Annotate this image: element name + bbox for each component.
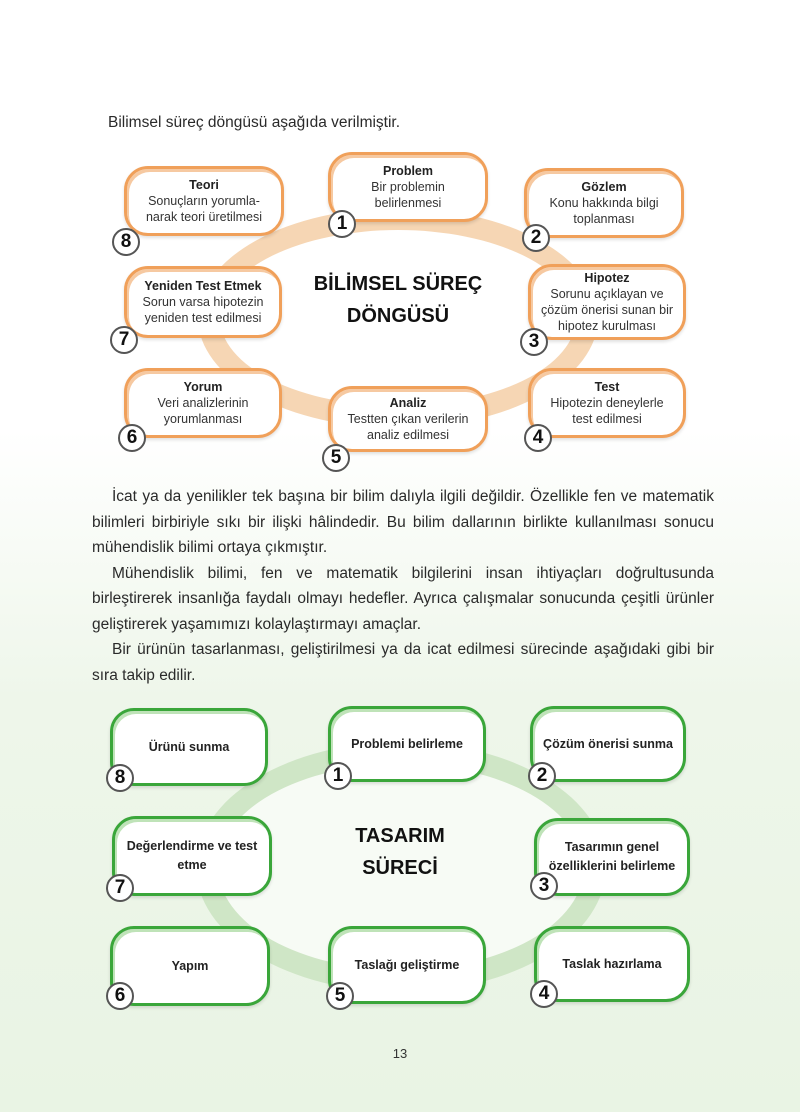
step-title: Taslak hazırlama	[562, 956, 662, 971]
cycle-title	[300, 820, 500, 884]
step-number: 1	[328, 210, 356, 238]
step-title: Hipotez	[584, 271, 630, 285]
step-title: Test	[594, 380, 620, 394]
step-title: Tasarımın genel özelliklerini belirleme	[548, 840, 676, 873]
step-desc: Sorun varsa hipotezin yeniden test edilmesi	[142, 295, 264, 325]
step-number: 5	[326, 982, 354, 1010]
step-title: Ürünü sunma	[148, 739, 230, 754]
step-title: Yeniden Test Etmek	[144, 279, 262, 293]
step-number: 7	[106, 874, 134, 902]
step-number: 6	[118, 424, 146, 452]
step-number: 1	[324, 762, 352, 790]
step-desc: Veri analizlerinin yorumlanması	[157, 396, 249, 426]
step-title: Problem	[382, 164, 433, 178]
step-title: Çözüm önerisi sunma	[543, 736, 673, 751]
step-desc: Sorunu açıklayan ve çözüm önerisi sunan bir hipotez kurulması	[541, 287, 674, 333]
step-title: Taslağı geliştirme	[354, 957, 460, 972]
step-title: Değerlendirme ve test etme	[126, 839, 258, 872]
step-number: 4	[524, 424, 552, 452]
paragraph: Bir ürünün tasarlanması, geliştirilmesi ya da icat edilmesi sürecinde aşağıdaki gibi bir sıra takip edilir.	[92, 641, 714, 684]
design-step-box	[112, 816, 272, 896]
step-desc: Konu hakkında bilgi toplanması	[549, 196, 659, 226]
step-desc: Hipotezin deneylerle test edilmesi	[550, 396, 664, 426]
step-number: 2	[528, 762, 556, 790]
step-desc: Sonuçların yorumla-narak teori üretilmesi	[145, 194, 262, 224]
step-desc: Bir problemin belirlenmesi	[371, 180, 445, 210]
paragraph: İcat ya da yenilikler tek başına bir bilim dalıyla ilgili değildir. Özellikle fen ve matematik bilimleri birbiriyle sıkı bir ilişki hâlindedir. Bu bilim dallarının birlikte kullanılması sonucu mühendislik bilimi ortaya çıkmıştır.	[92, 488, 714, 556]
step-number: 6	[106, 982, 134, 1010]
step-title: Gözlem	[581, 180, 627, 194]
step-number: 8	[106, 764, 134, 792]
step-number: 3	[520, 328, 548, 356]
step-number: 4	[530, 980, 558, 1008]
step-title: Yapım	[171, 958, 209, 973]
intro-text: Bilimsel süreç döngüsü aşağıda verilmiştir.	[108, 114, 401, 131]
step-title: Yorum	[183, 380, 223, 394]
step-number: 7	[110, 326, 138, 354]
step-number: 5	[322, 444, 350, 472]
step-number: 2	[522, 224, 550, 252]
step-number: 3	[530, 872, 558, 900]
cycle-title-line1: TASARIM	[355, 825, 445, 847]
design-step-box	[328, 706, 486, 782]
step-title: Teori	[189, 178, 219, 192]
cycle-title-line2: DÖNGÜSÜ	[346, 305, 450, 327]
step-number: 8	[112, 228, 140, 256]
paragraph: Mühendislik bilimi, fen ve matematik bilgilerini insan ihtiyaçları doğrultusunda birleştirerek insanlığa faydalı olmayı hedefler. Ayrıca çalışmalar sonucunda çeşitli ürünler geliştirerek yaşamımızı kolaylaştırmayı amaçlar.	[92, 564, 714, 633]
step-title: Analiz	[389, 396, 427, 410]
step-desc: Testten çıkan verilerin analiz edilmesi	[347, 412, 469, 442]
design-step-box	[110, 926, 270, 1006]
step-title: Problemi belirleme	[351, 736, 463, 751]
page-number: 13	[392, 1046, 408, 1061]
cycle-title-line1: BİLİMSEL SÜREÇ	[313, 273, 483, 295]
cycle-title-line2: SÜRECİ	[362, 857, 438, 879]
